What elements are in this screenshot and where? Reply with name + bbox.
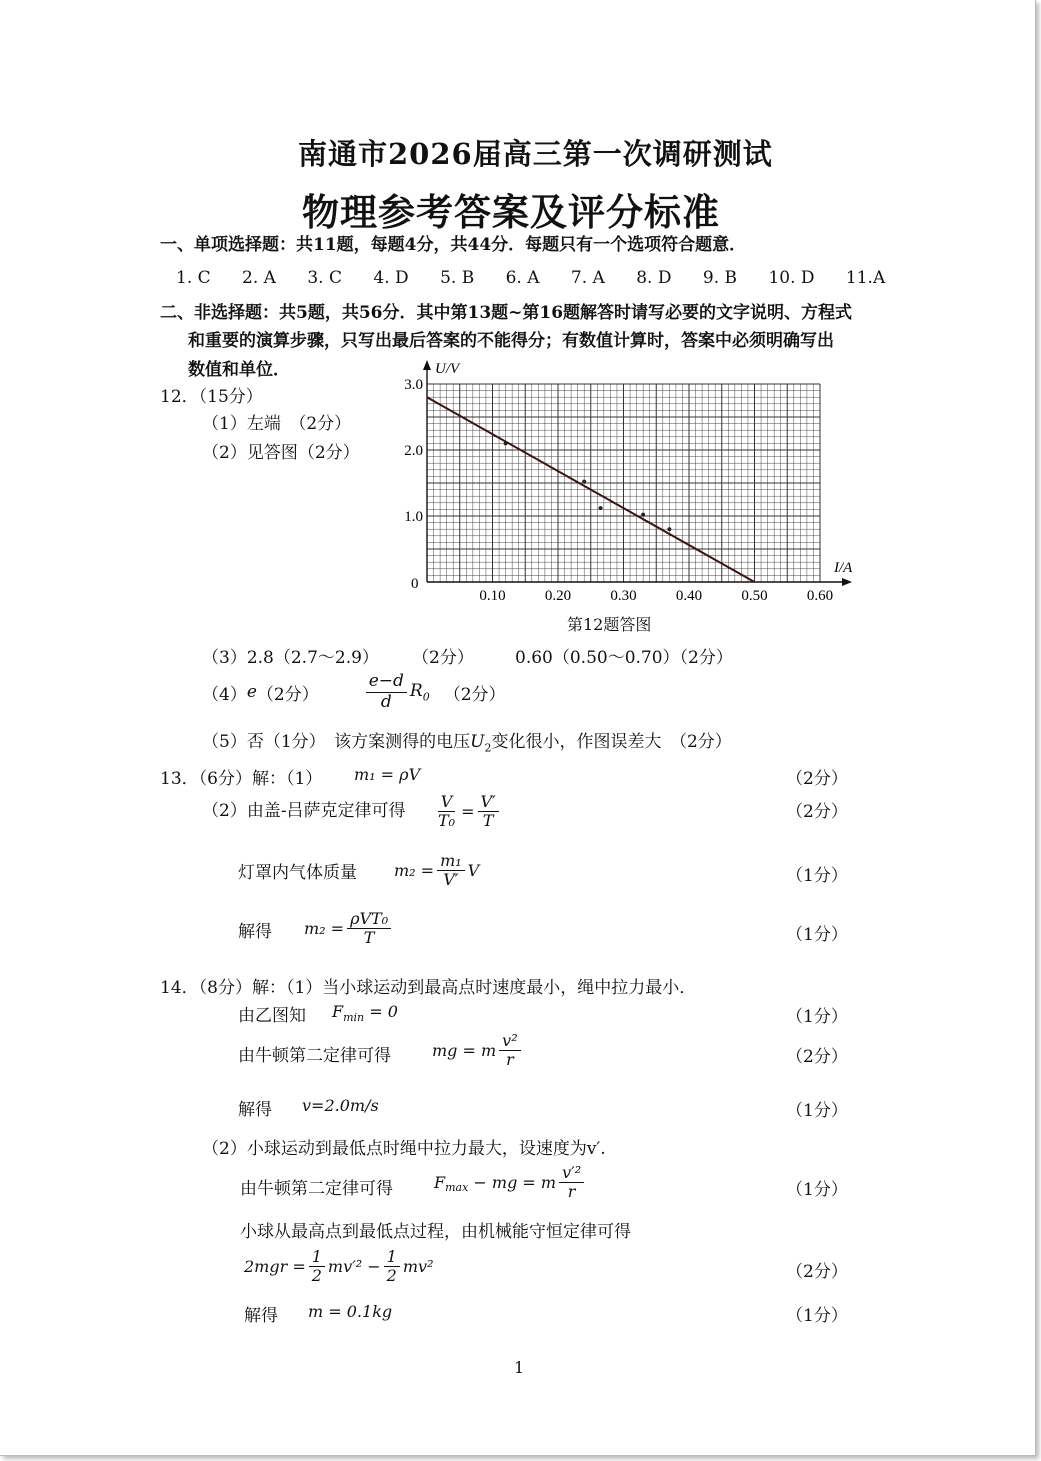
q13-score1: （2分） (786, 769, 848, 789)
answer-key-title: 物理参考答案及评分标准 (302, 190, 720, 234)
eq-denominator: T (363, 928, 375, 948)
q12-part5-sub: 2 (484, 741, 492, 755)
eq-numerator: V (438, 793, 456, 812)
q13-score2: （2分） (786, 802, 848, 822)
fraction-numerator: e−d (366, 672, 407, 693)
mcq-answer: 7. A (570, 268, 605, 288)
q12-part4-label: （4） (202, 684, 247, 705)
mcq-answer: 4. D (373, 268, 409, 288)
y-axis-arrow-icon (423, 360, 431, 370)
mcq-answer: 6. A (505, 268, 540, 288)
q14-score3: （1分） (786, 1101, 848, 1121)
q14-line4: （2）小球运动到最低点时绳中拉力最大，设速度为v′. (202, 1139, 606, 1159)
q13-score4: （1分） (786, 925, 848, 945)
mcq-answer: 2. A (242, 268, 276, 288)
mcq-answer: 1. C (176, 268, 211, 288)
force-symbol: F (332, 1002, 344, 1021)
q12-part4-score2: （2分） (443, 684, 506, 705)
mcq-answer: 3. C (307, 268, 342, 288)
part2-heading-line3: 数值和单位． (188, 360, 290, 380)
q12-part4-e: e (246, 682, 257, 703)
exam-title: 南通市2026届高三第一次调研测试 (298, 137, 773, 171)
eq-numerator: v² (499, 1032, 520, 1051)
q14-line6: 小球从最高点到最低点过程，由机械能守恒定律可得 (240, 1222, 631, 1242)
eq-lhs: mg = m (432, 1041, 497, 1061)
q12-part3-score: （2分） (412, 648, 474, 668)
mcq-answer: 8. D (636, 268, 672, 288)
data-point (504, 441, 508, 445)
q14-line8: 解得 (244, 1306, 278, 1326)
q12-part4-fraction (366, 672, 407, 712)
q14-line1: 由乙图知 (238, 1006, 306, 1026)
q14-eq2 (432, 1032, 524, 1070)
mcq-answer: 10. D (768, 268, 815, 288)
q14-score1: （1分） (786, 1007, 848, 1027)
origin-label: 0 (411, 576, 419, 592)
q12-part2: （2）见答图（2分） (202, 443, 360, 463)
q13-eq2: $\frac{V}{\text{T₀}}$ = $\frac{V'}{T}$ (432, 793, 502, 831)
q13-eq3 (394, 852, 479, 890)
q12-part4-score1: （2分） (256, 684, 319, 705)
eq-denominator: r (506, 1050, 514, 1070)
y-axis-label: U/V (435, 361, 460, 377)
eq-mid: mv′² − (327, 1257, 381, 1277)
fraction-denominator: d (380, 691, 392, 712)
mcq-answer: 11.A (845, 268, 886, 288)
eq-mid: − mg = m (468, 1173, 557, 1193)
part2-heading-line2: 和重要的演算步骤，只写出最后答案的不能得分；有数值计算时，答案中必须明确写出 (188, 331, 834, 351)
mcq-answer: 5. B (440, 268, 475, 288)
q12-part1: （1）左端 （2分） (202, 414, 352, 434)
q14-score2: （2分） (786, 1047, 848, 1067)
eq-lhs: 2mgr = (244, 1257, 306, 1277)
q14-score5: （1分） (786, 1180, 848, 1200)
q13-eq4 (304, 910, 394, 948)
eq-lhs: m₂ = (394, 861, 435, 881)
force-subscript: min (343, 1011, 365, 1025)
eq-denominator: 2 (311, 1266, 322, 1286)
q12-part3-b: 0.60（0.50～0.70）（2分） (515, 648, 733, 668)
q13-number: 13．（6分）解：（1） (160, 769, 323, 789)
eq-numerator: 1 (309, 1248, 325, 1267)
mcq-answer: 9. B (702, 268, 738, 288)
r-subscript: 0 (422, 690, 430, 704)
force-symbol: F (434, 1173, 446, 1193)
x-tick-label: 0.10 (479, 588, 506, 604)
eq-denominator: r (567, 1182, 576, 1202)
q14-score8: （1分） (786, 1306, 848, 1326)
r-symbol: R (409, 680, 423, 701)
eq-tail: V (467, 861, 480, 881)
data-point (667, 527, 671, 531)
q14-line3: 解得 (238, 1100, 272, 1120)
q14-eq8: m = 0.1kg (308, 1302, 393, 1321)
q12-part5 (202, 727, 732, 754)
eq-numerator: m₁ (437, 852, 465, 871)
eq-denominator: V′ (443, 870, 459, 890)
q14-number: 14．（8分）解：（1）当小球运动到最高点时速度最小，绳中拉力最小． (160, 978, 697, 998)
eq-numerator: ρVT₀ (347, 910, 391, 929)
q14-eq3: v=2.0m/s (302, 1096, 379, 1115)
y-tick-label: 3.0 (404, 377, 423, 393)
q12-number: 12．（15分） (160, 387, 263, 407)
q12-part4-r0 (410, 681, 430, 703)
eq-numerator: v′² (559, 1164, 584, 1183)
q12-part5-a: （5）否（1分） 该方案测得的电压 (202, 732, 471, 752)
q12-part3-a: （3）2.8（2.7～2.9） (202, 648, 379, 668)
x-tick-label: 0.20 (544, 588, 572, 604)
q12-answer-chart (400, 360, 860, 605)
eq-numerator: 1 (384, 1248, 400, 1267)
eq-tail: = 0 (364, 1002, 398, 1021)
q14-eq7 (244, 1248, 433, 1286)
q13-line3: 灯罩内气体质量 (238, 863, 357, 883)
q14-eq5 (434, 1164, 587, 1202)
part1-heading: 一、单项选择题：共11题，每题4分，共44分．每题只有一个选项符合题意． (160, 235, 747, 255)
mcq-answers (176, 268, 885, 288)
q13-line2: （2）由盖-吕萨克定律可得 (202, 801, 406, 821)
x-tick-label: 0.40 (675, 588, 703, 604)
q14-line2: 由牛顿第二定律可得 (238, 1046, 391, 1066)
y-tick-label: 2.0 (404, 443, 423, 459)
x-tick-label: 0.50 (741, 588, 768, 604)
eq-denominator: T₀ (438, 811, 456, 831)
q12-part5-b: 变化很小，作图误差大 （2分） (491, 732, 732, 752)
x-tick-label: 0.30 (610, 588, 637, 604)
eq-denominator: 2 (386, 1266, 397, 1286)
eq-numerator: V′ (478, 793, 499, 812)
data-point (599, 506, 603, 510)
q12-part5-u: U (470, 732, 485, 752)
q14-score7: （2分） (786, 1262, 848, 1282)
part2-heading-line1: 二、非选择题：共5题，共56分．其中第13题~第16题解答时请写必要的文字说明、方程式 (160, 303, 853, 323)
eq-tail: mv² (402, 1257, 434, 1277)
page-number: 1 (514, 1358, 525, 1377)
data-point (582, 480, 586, 484)
data-point (641, 513, 645, 517)
force-subscript: max (445, 1181, 469, 1195)
chart-caption: 第12题答图 (567, 615, 652, 634)
eq-lhs: m₂ = (304, 919, 345, 939)
q12-part4 (202, 672, 506, 712)
q13-score3: （1分） (786, 866, 848, 886)
y-tick-label: 1.0 (404, 509, 423, 525)
x-axis-arrow-icon (842, 578, 852, 586)
q14-eq1 (332, 1002, 398, 1024)
eq-denominator: T (482, 811, 494, 831)
x-tick-label: 0.60 (806, 588, 834, 604)
q13-line4: 解得 (238, 922, 272, 942)
q13-eq1: m₁ = ρV (354, 765, 421, 784)
x-axis-label: I/A (834, 560, 853, 576)
q14-line5: 由牛顿第二定律可得 (240, 1179, 393, 1199)
